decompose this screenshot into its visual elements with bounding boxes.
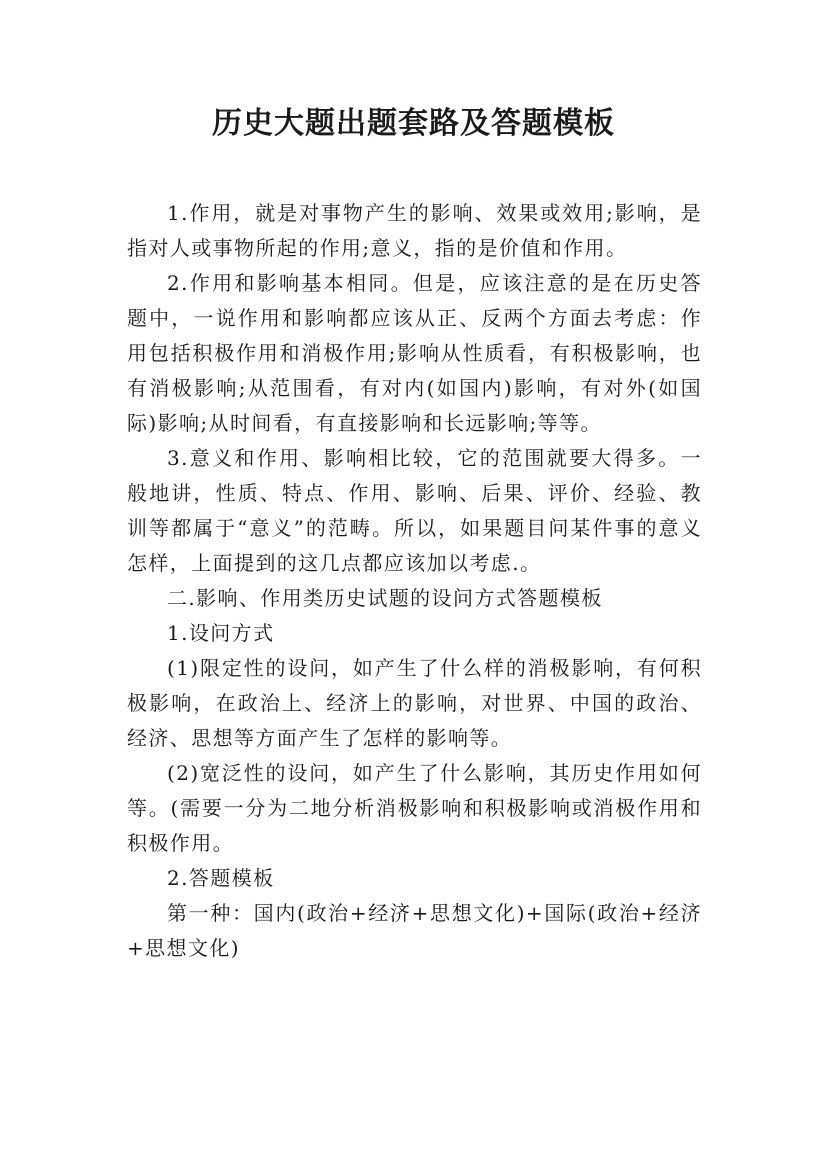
document-title: 历史大题出题套路及答题模板 (212, 106, 615, 141)
document-body (127, 196, 702, 966)
subheading-question-style: 1.设问方式 (167, 621, 275, 645)
paragraph-limited-question: (1)限定性的设问，如产生了什么样的消极影响，有何积极影响，在政治上、经济上的影响，对世界、中国的政治、经济、思想等方面产生了怎样的影响等。 (127, 656, 702, 750)
subheading-answer-template: 2.答题模板 (167, 866, 275, 890)
paragraph-significance: 3.意义和作用、影响相比较，它的范围就要大得多。一般地讲，性质、特点、作用、影响、后果、评价、经验、教训等都属于“意义”的范畴。所以，如果题目问某件事的意义怎样，上面提到的这几点都应该加以考虑.。 (127, 446, 702, 575)
section-heading-question-template: 二.影响、作用类历史试题的设问方式答题模板 (167, 586, 603, 610)
paragraph-definition: 1.作用，就是对事物产生的影响、效果或效用;影响，是指对人或事物所起的作用;意义，指的是价值和作用。 (127, 201, 702, 260)
paragraph-template-first: 第一种：国内(政治+经济+思想文化)+国际(政治+经济+思想文化) (127, 901, 702, 960)
paragraph-broad-question: (2)宽泛性的设问，如产生了什么影响，其历史作用如何等。(需要一分为二地分析消极影响和积极影响或消极作用和积极作用。 (127, 761, 702, 855)
paragraph-effect-influence: 2.作用和影响基本相同。但是，应该注意的是在历史答题中，一说作用和影响都应该从正、反两个方面去考虑：作用包括积极作用和消极作用;影响从性质看，有积极影响，也有消极影响;从范围看，有对内(如国内)影响，有对外(如国际)影响;从时间看，有直接影响和长远影响;等等。 (127, 271, 702, 435)
